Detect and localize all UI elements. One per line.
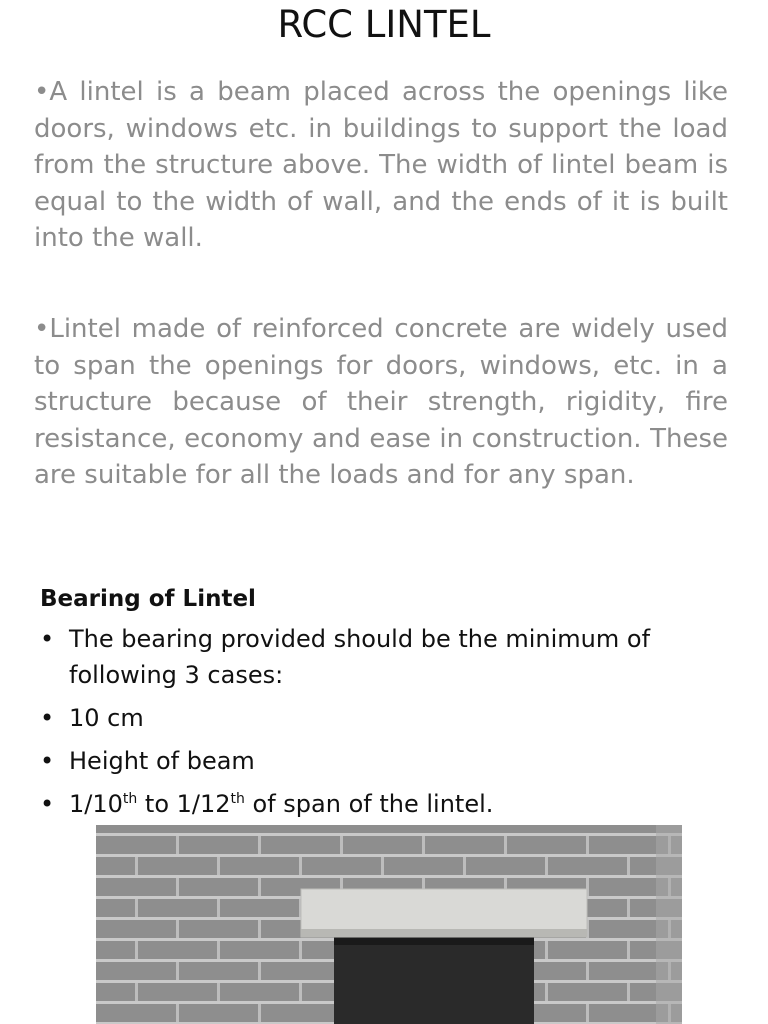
superscript-th: th <box>230 791 245 807</box>
mortar-head-joint <box>217 941 220 959</box>
bullet-icon: • <box>40 704 55 732</box>
mortar-head-joint <box>299 983 302 1001</box>
mortar-head-joint <box>135 857 138 875</box>
mortar-head-joint <box>545 983 548 1001</box>
mortar-head-joint <box>627 941 630 959</box>
mortar-head-joint <box>627 857 630 875</box>
mortar-head-joint <box>627 899 630 917</box>
rcc-lintel-paragraph: •Lintel made of reinforced concrete are widely used to span the openings for doors, windows, etc. in a structure because of their strength, rigidity, fire resistance, economy and ease in construction. These are suitable for all the loads and for any span. <box>34 314 728 491</box>
mortar-head-joint <box>463 857 466 875</box>
mortar-head-joint <box>176 836 179 854</box>
bearing-item-text: Height of beam <box>69 747 255 775</box>
mortar-head-joint <box>176 962 179 980</box>
list-item <box>40 700 730 736</box>
bearing-item-text: 10 cm <box>69 704 144 732</box>
bearing-section <box>40 580 730 829</box>
mortar-head-joint <box>299 941 302 959</box>
lintel-photo <box>96 825 682 1024</box>
bullet-icon: • <box>40 625 55 653</box>
mortar-bed-joint <box>96 875 682 878</box>
mortar-head-joint <box>176 920 179 938</box>
wall-edge-highlight <box>656 825 682 1024</box>
list-item <box>40 743 730 779</box>
lintel-definition-paragraph: •A lintel is a beam placed across the openings like doors, windows etc. in buildings to support the load from the structure above. The width of lintel beam is equal to the width of wall, and the ends of it is built into the wall. <box>34 77 728 254</box>
list-item <box>40 621 730 693</box>
mortar-bed-joint <box>96 854 682 857</box>
bearing-heading: Bearing of Lintel <box>40 586 256 612</box>
mortar-head-joint <box>176 1004 179 1022</box>
mortar-bed-joint <box>96 833 682 836</box>
slide-title: RCC LINTEL <box>277 3 491 46</box>
mortar-head-joint <box>217 899 220 917</box>
mortar-head-joint <box>217 983 220 1001</box>
mortar-head-joint <box>258 962 261 980</box>
mortar-head-joint <box>135 941 138 959</box>
brick-wall-with-lintel-image <box>96 825 682 1024</box>
mortar-head-joint <box>258 878 261 896</box>
mortar-head-joint <box>422 836 425 854</box>
bullet-icon: • <box>40 747 55 775</box>
mortar-head-joint <box>381 857 384 875</box>
bearing-item-ratio-a: 1/10 <box>69 790 123 818</box>
mortar-head-joint <box>545 857 548 875</box>
mortar-head-joint <box>627 983 630 1001</box>
bearing-item-ratio-c: of span of the lintel. <box>244 790 494 818</box>
bearing-item-ratio-b: to 1/12 <box>137 790 231 818</box>
mortar-head-joint <box>340 836 343 854</box>
mortar-head-joint <box>258 1004 261 1022</box>
mortar-head-joint <box>586 1004 589 1022</box>
list-item <box>40 786 730 822</box>
mortar-head-joint <box>258 920 261 938</box>
superscript-th: th <box>122 791 138 807</box>
bullet-icon: • <box>40 790 55 818</box>
mortar-head-joint <box>135 983 138 1001</box>
lintel-underside <box>301 929 587 937</box>
mortar-head-joint <box>176 878 179 896</box>
mortar-head-joint <box>586 836 589 854</box>
mortar-head-joint <box>217 857 220 875</box>
mortar-head-joint <box>504 836 507 854</box>
mortar-head-joint <box>586 962 589 980</box>
bearing-list <box>40 621 730 822</box>
mortar-head-joint <box>258 836 261 854</box>
mortar-head-joint <box>545 941 548 959</box>
mortar-head-joint <box>299 857 302 875</box>
mortar-head-joint <box>135 899 138 917</box>
bearing-item-text: The bearing provided should be the minimum of following 3 cases: <box>69 625 651 689</box>
